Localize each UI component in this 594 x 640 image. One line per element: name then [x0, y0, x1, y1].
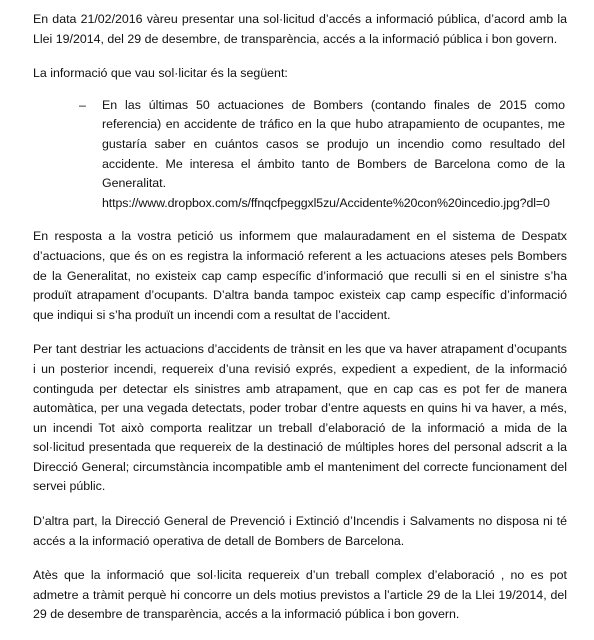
quoted-request-url: https://www.dropbox.com/s/ffnqcfpeggxl5zu/Accidente%20con%20incedio.jpg?dl=0 [102, 195, 550, 210]
list-dash: – [79, 97, 86, 112]
barcelona-paragraph: D’altra part, la Direcció General de Prevenció i Extinció d’Incendis i Salvaments no disposa ni té accés a la informació operativa de detall de Bombers de Barcelona. [33, 514, 567, 548]
conclusion-paragraph: Atès que la informació que sol·licita requereix d’un treball complex d’elaboració , no es pot admetre a tràmit perquè hi concorre un dels motius previstos a l’article 29 de la Llei 19/2014, del 29 de desembre de transparència, accés a la informació pública i bon govern. [33, 568, 567, 622]
quoted-request-text: En las últimas 50 actuaciones de Bombers (contando finales de 2015 como referencia) en accidente de tráfico en la que hubo atrapamiento de ocupantes, me gustaría saber en cuántos casos se produjo un incendio como resultado del accidente. Me interesa el ámbito tanto de Bombers de Barcelona como de la Generalitat. [102, 97, 565, 191]
quoted-request-body [102, 96, 567, 214]
request-label-paragraph: La informació que vau sol·licitar és la següent: [33, 66, 288, 81]
quoted-request [33, 96, 567, 214]
explanation-paragraph: Per tant destriar les actuacions d’accidents de trànsit en les que va haver atrapament d’ocupants i un posterior incendi, requereix d’una revisió exprés, expedient a expedient, de la informació continguda per detectar els sinistres amb atrapament, que en cap cas es pot fer de manera automàtica, per una vegada detectats, poder trobar d’entre aquests en quins hi va haver, a més, un incendi Tot això comporta realitzar un treball d’elaboració de la informació a mida de la sol·licitud presentada que requereix de la destinació de múltiples hores del personal adscrit a la Direcció General; circumstància incompatible amb el manteniment del correcte funcionament del servei públic. [33, 342, 567, 494]
response-paragraph: En resposta a la vostra petició us informem que malauradament en el sistema de Despatx d’actuacions, que és on es registra la informació referent a les actuacions ateses pels Bombers de la Generalitat, no existeix cap camp específic d’informació que reculli si en el sinistre s’ha produït atrapament d’ocupants. D’altra banda tampoc existeix cap camp específic d’informació que indiqui si s’ha produït un incendi com a resultat de l’accident. [33, 229, 567, 322]
document-page [33, 10, 567, 640]
intro-paragraph: En data 21/02/2016 vàreu presentar una sol·licitud d’accés a informació pública, d’acord amb la Llei 19/2014, del 29 de desembre, de transparència, accés a la informació pública i bon govern. [33, 12, 567, 46]
